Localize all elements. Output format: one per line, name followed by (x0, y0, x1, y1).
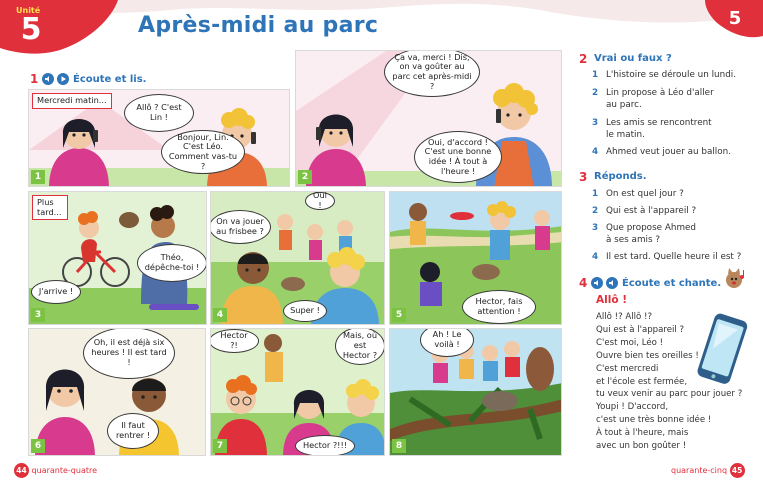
play-icon[interactable] (57, 73, 69, 85)
list-item: 1 On est quel jour ? (592, 189, 684, 199)
page-title: Après-midi au parc (138, 13, 379, 38)
comic-panel-5 (389, 191, 562, 325)
section-1-title: Écoute et lis. (73, 74, 147, 85)
audio-icon[interactable] (42, 73, 54, 85)
lyric-line: tu veux venir au parc pour jouer ? (596, 389, 743, 400)
section-4-number: 4 (579, 276, 588, 290)
speech-bubble: Oui, d'accord ! C'est une bonne idée ! À tout à l'heure ! (414, 131, 502, 183)
speech-bubble: Ah ! Le voilà ! (420, 328, 474, 357)
panel-number: 1 (31, 170, 45, 184)
speech-bubble: On va jouer au frisbee ? (210, 210, 271, 244)
list-item-continuation: le matin. (606, 130, 645, 140)
list-item: 3 Que propose Ahmed (592, 223, 697, 233)
comic-panel-8 (389, 328, 562, 456)
panel-caption: Mercredi matin... (32, 93, 112, 109)
audio-icon[interactable] (591, 277, 603, 289)
page-word-right: quarante-cinq (671, 466, 728, 475)
speech-bubble: Ça va, merci ! Dis, on va goûter au parc cet après-midi ? (384, 50, 480, 97)
lyric-line: À tout à l'heure, mais (596, 428, 689, 439)
unit-number: 5 (20, 12, 42, 47)
page-word-left: quarante-quatre (31, 466, 98, 475)
lyric-line: C'est moi, Léo ! (596, 337, 664, 348)
panel-number: 7 (213, 439, 227, 453)
speech-bubble: Oh, il est déjà six heures ! Il est tard ! (83, 328, 175, 379)
section-3-title: Réponds. (594, 171, 647, 182)
list-item: 4 Il est tard. Quelle heure il est ? (592, 252, 742, 262)
speech-bubble: Mais, où est Hector ? (335, 328, 385, 365)
speech-bubble: Super ! (283, 300, 327, 322)
smartphone-illustration (695, 312, 751, 388)
panel-number: 5 (392, 308, 406, 322)
header-band (0, 0, 763, 55)
footer-right (671, 463, 745, 479)
comic-panel-7 (210, 328, 385, 456)
singing-cat-icon (724, 266, 750, 290)
page-number-right: 45 (730, 463, 745, 478)
lyric-line: avec un bon goûter ! (596, 441, 687, 452)
list-item-continuation: à ses amis ? (606, 235, 661, 245)
lyric-line: Allô !? Allô !? (596, 312, 653, 322)
speech-bubble: Allô ? C'est Lin ! (124, 94, 194, 132)
song-title: Allô ! (596, 294, 627, 306)
panel-caption: Plus tard... (32, 195, 68, 220)
speech-bubble: Bonjour, Lin. C'est Léo. Comment vas-tu ? (161, 130, 245, 174)
section-1-number: 1 (30, 72, 39, 86)
list-item: 3 Les amis se rencontrent (592, 118, 712, 128)
section-4-title: Écoute et chante. (622, 278, 722, 289)
speech-bubble: Il faut rentrer ! (107, 413, 159, 449)
speech-bubble: Théo, dépêche-toi ! (137, 244, 207, 282)
list-item: 1 L'histoire se déroule un lundi. (592, 70, 737, 80)
comic-panel-6 (28, 328, 206, 456)
audio-icon[interactable] (606, 277, 618, 289)
speech-bubble: Hector ?! (210, 329, 259, 353)
list-item: 2 Lin propose à Léo d'aller (592, 88, 714, 98)
speech-bubble: Hector ?!!! (295, 435, 355, 456)
list-item: 4 Ahmed veut jouer au ballon. (592, 147, 731, 157)
comic-panel-2 (295, 50, 562, 187)
panel-number: 3 (31, 308, 45, 322)
comic-panel-3 (28, 191, 207, 325)
unit-number-right: 5 (728, 8, 742, 29)
panel-8-illustration (390, 329, 562, 456)
unit-label: Unité (16, 6, 41, 15)
panel-number: 4 (213, 308, 227, 322)
section-3-number: 3 (579, 170, 588, 184)
lyric-line: C'est mercredi (596, 363, 659, 374)
panel-number: 6 (31, 439, 45, 453)
section-2-title: Vrai ou faux ? (594, 53, 672, 64)
panel-number: 8 (392, 439, 406, 453)
lyric-line: c'est une très bonne idée ! (596, 415, 712, 426)
lyric-line: Ouvre bien tes oreilles ! (596, 350, 699, 361)
lyric-line: et l'école est fermée, (596, 376, 688, 387)
speech-bubble: Oui ! (305, 192, 335, 210)
footer-left (14, 463, 97, 479)
panel-number: 2 (298, 170, 312, 184)
lyric-line: Youpi ! D'accord, (596, 402, 669, 413)
lyric-line: Qui est à l'appareil ? (596, 324, 685, 335)
speech-bubble: J'arrive ! (31, 280, 81, 304)
comic-panel-4 (210, 191, 385, 325)
comic-panel-1 (28, 89, 290, 187)
list-item-continuation: au parc. (606, 100, 642, 110)
section-2-number: 2 (579, 52, 588, 66)
page-number-left: 44 (14, 463, 29, 478)
list-item: 2 Qui est à l'appareil ? (592, 206, 697, 216)
speech-bubble: Hector, fais attention ! (462, 290, 536, 324)
